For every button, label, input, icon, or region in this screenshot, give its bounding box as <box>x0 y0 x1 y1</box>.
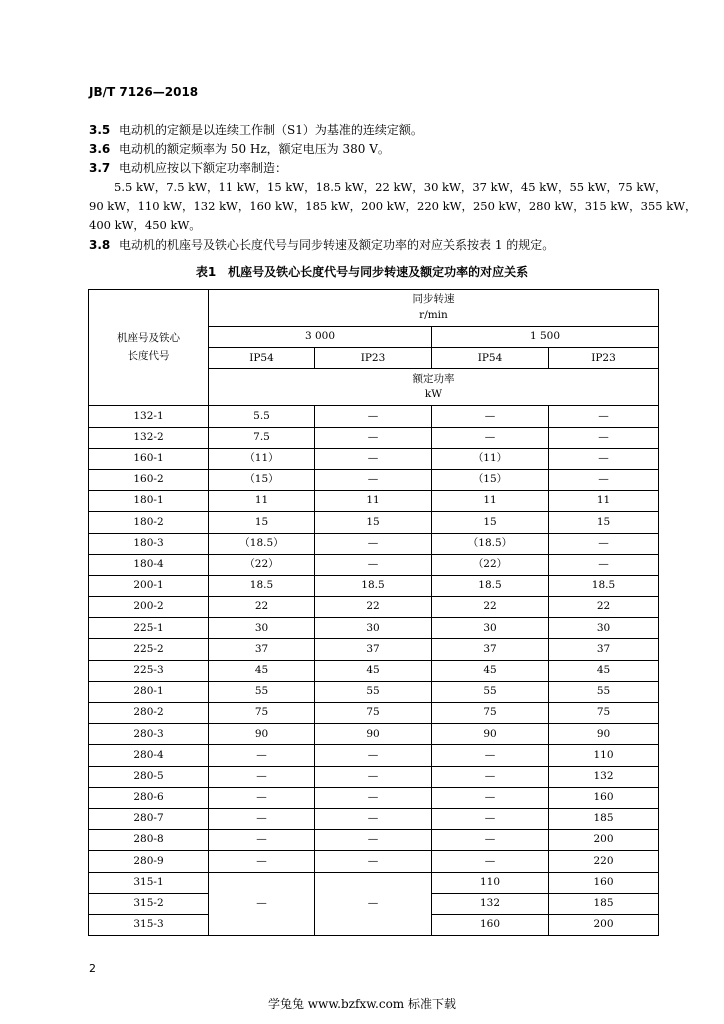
table-row <box>89 448 659 469</box>
header-line: 长度代号 <box>127 349 170 362</box>
power-cell: 45 <box>315 660 432 681</box>
power-cell: 55 <box>209 681 315 702</box>
power-cell: — <box>549 406 659 427</box>
clause-3-7 <box>89 159 287 176</box>
power-cell: 11 <box>315 491 432 512</box>
spec-table <box>88 289 659 936</box>
sync-speed-header <box>209 290 659 327</box>
power-cell: 5.5 <box>209 406 315 427</box>
power-cell: 15 <box>315 512 432 533</box>
frame-code-cell: 160-2 <box>89 469 209 490</box>
clause-text: 电动机的额定频率为 50 Hz，额定电压为 380 V。 <box>119 142 390 156</box>
speed-1500: 1 500 <box>432 327 659 348</box>
power-cell: 160 <box>432 914 549 935</box>
frame-code-cell: 200-1 <box>89 575 209 596</box>
power-cell: — <box>315 851 432 872</box>
power-cell: — <box>432 808 549 829</box>
frame-code-cell: 280-3 <box>89 724 209 745</box>
power-cell: 7.5 <box>209 427 315 448</box>
frame-code-cell: 315-2 <box>89 893 209 914</box>
power-cell: 15 <box>209 512 315 533</box>
frame-code-cell: 132-1 <box>89 406 209 427</box>
power-cell: 11 <box>549 491 659 512</box>
power-cell: — <box>432 766 549 787</box>
power-cell: — <box>209 808 315 829</box>
power-cell: — <box>209 830 315 851</box>
power-cell: — <box>432 830 549 851</box>
table-row <box>89 533 659 554</box>
frame-code-cell: 315-1 <box>89 872 209 893</box>
frame-code-cell: 160-1 <box>89 448 209 469</box>
frame-code-cell: 280-1 <box>89 681 209 702</box>
power-list-line-3: 400 kW，450 kW。 <box>89 218 201 232</box>
power-cell: 11 <box>209 491 315 512</box>
table-row <box>89 575 659 596</box>
power-cell: 185 <box>549 893 659 914</box>
clause-number: 3.8 <box>89 238 111 252</box>
frame-code-cell: 280-9 <box>89 851 209 872</box>
power-cell: 18.5 <box>549 575 659 596</box>
power-cell: （22） <box>432 554 549 575</box>
power-cell: 37 <box>315 639 432 660</box>
frame-code-cell: 225-3 <box>89 660 209 681</box>
power-cell: — <box>315 533 432 554</box>
power-cell: — <box>315 787 432 808</box>
table-row <box>89 427 659 448</box>
power-cell: （15） <box>209 469 315 490</box>
power-cell: 55 <box>315 681 432 702</box>
frame-code-cell: 225-1 <box>89 618 209 639</box>
header-line: 同步转速 <box>412 293 455 306</box>
clause-3-6 <box>89 140 390 157</box>
header-line: 额定功率 <box>412 372 455 385</box>
power-cell: 22 <box>432 597 549 618</box>
power-cell: — <box>549 427 659 448</box>
table-row <box>89 851 659 872</box>
power-cell: — <box>209 787 315 808</box>
power-cell: 11 <box>432 491 549 512</box>
header-unit: kW <box>424 388 443 401</box>
power-cell: 185 <box>549 808 659 829</box>
frame-code-cell: 280-7 <box>89 808 209 829</box>
power-cell: — <box>315 808 432 829</box>
protection-ip54: IP54 <box>209 348 315 369</box>
power-cell: 55 <box>549 681 659 702</box>
table-row <box>89 491 659 512</box>
power-cell: 30 <box>209 618 315 639</box>
table-row <box>89 597 659 618</box>
table-row <box>89 681 659 702</box>
table-row <box>89 469 659 490</box>
table-row <box>89 766 659 787</box>
power-cell: — <box>549 448 659 469</box>
frame-code-cell: 180-1 <box>89 491 209 512</box>
power-cell: 160 <box>549 872 659 893</box>
power-cell: — <box>549 533 659 554</box>
frame-code-cell: 180-2 <box>89 512 209 533</box>
clause-number: 3.6 <box>89 142 111 156</box>
power-cell: 75 <box>315 703 432 724</box>
power-cell: 30 <box>315 618 432 639</box>
power-cell-merged: — <box>315 872 432 936</box>
table-row <box>89 724 659 745</box>
protection-ip23: IP23 <box>315 348 432 369</box>
document-code: JB/T 7126—2018 <box>89 85 199 99</box>
frame-code-cell: 315-3 <box>89 914 209 935</box>
frame-code-cell: 180-4 <box>89 554 209 575</box>
power-cell: — <box>315 766 432 787</box>
power-cell: （22） <box>209 554 315 575</box>
clause-number: 3.7 <box>89 161 111 175</box>
power-cell: — <box>549 469 659 490</box>
power-cell: 45 <box>432 660 549 681</box>
power-cell: （18.5） <box>432 533 549 554</box>
table-title: 表1 机座号及铁心长度代号与同步转速及额定功率的对应关系 <box>195 265 529 279</box>
power-cell: 45 <box>549 660 659 681</box>
power-cell: 132 <box>432 893 549 914</box>
power-cell: 18.5 <box>209 575 315 596</box>
protection-ip23: IP23 <box>549 348 659 369</box>
power-cell: 37 <box>209 639 315 660</box>
power-cell: 75 <box>209 703 315 724</box>
table-row <box>89 830 659 851</box>
power-cell: 55 <box>432 681 549 702</box>
power-cell: 90 <box>432 724 549 745</box>
frame-code-header <box>89 290 209 406</box>
power-cell: 160 <box>549 787 659 808</box>
power-cell: （15） <box>432 469 549 490</box>
clause-text: 电动机的机座号及铁心长度代号与同步转速及额定功率的对应关系按表 1 的规定。 <box>119 238 555 252</box>
power-cell: 110 <box>432 872 549 893</box>
power-cell: 22 <box>549 597 659 618</box>
frame-code-cell: 280-6 <box>89 787 209 808</box>
table-row <box>89 872 659 893</box>
table-row <box>89 554 659 575</box>
power-cell: — <box>315 745 432 766</box>
speed-3000: 3 000 <box>209 327 432 348</box>
power-cell: （11） <box>432 448 549 469</box>
power-cell: 30 <box>432 618 549 639</box>
table-row <box>89 618 659 639</box>
power-cell: 18.5 <box>315 575 432 596</box>
power-cell: 22 <box>209 597 315 618</box>
power-cell: — <box>315 406 432 427</box>
power-cell: — <box>209 766 315 787</box>
frame-code-cell: 180-3 <box>89 533 209 554</box>
power-cell: — <box>315 469 432 490</box>
power-cell: 15 <box>432 512 549 533</box>
frame-code-cell: 280-2 <box>89 703 209 724</box>
power-cell: — <box>315 448 432 469</box>
power-cell: 90 <box>209 724 315 745</box>
table-row <box>89 639 659 660</box>
power-cell: — <box>315 830 432 851</box>
clause-number: 3.5 <box>89 123 111 137</box>
table-row <box>89 660 659 681</box>
power-cell: （18.5） <box>209 533 315 554</box>
header-line: 机座号及铁心 <box>117 332 180 345</box>
power-cell: — <box>432 851 549 872</box>
power-cell: — <box>315 427 432 448</box>
power-cell: 90 <box>549 724 659 745</box>
power-cell: — <box>432 745 549 766</box>
frame-code-cell: 200-2 <box>89 597 209 618</box>
power-cell: 45 <box>209 660 315 681</box>
power-cell: 37 <box>432 639 549 660</box>
power-cell: — <box>315 554 432 575</box>
frame-code-cell: 280-5 <box>89 766 209 787</box>
page-number: 2 <box>89 962 96 975</box>
power-cell: — <box>549 554 659 575</box>
frame-code-cell: 280-4 <box>89 745 209 766</box>
table-row <box>89 406 659 427</box>
clause-3-5 <box>89 121 423 138</box>
power-cell: 200 <box>549 914 659 935</box>
watermark-text: 学兔兔 www.bzfxw.com 标准下载 <box>267 997 457 1011</box>
power-list-line-1: 5.5 kW，7.5 kW，11 kW，15 kW，18.5 kW，22 kW，30 kW，37 kW，45 kW，55 kW，75 kW， <box>114 180 667 194</box>
power-cell: 220 <box>549 851 659 872</box>
frame-code-cell: 225-2 <box>89 639 209 660</box>
table-row <box>89 703 659 724</box>
power-cell: 132 <box>549 766 659 787</box>
power-cell: 75 <box>432 703 549 724</box>
power-cell: — <box>432 427 549 448</box>
power-cell: （11） <box>209 448 315 469</box>
power-cell: 37 <box>549 639 659 660</box>
power-cell: 200 <box>549 830 659 851</box>
header-unit: r/min <box>419 309 448 321</box>
power-cell: 22 <box>315 597 432 618</box>
table-row <box>89 787 659 808</box>
clause-text: 电动机应按以下额定功率制造： <box>119 161 288 175</box>
clause-3-8 <box>89 236 554 253</box>
power-cell: — <box>209 745 315 766</box>
power-cell: 110 <box>549 745 659 766</box>
power-cell: — <box>432 787 549 808</box>
protection-ip54: IP54 <box>432 348 549 369</box>
power-list-line-2: 90 kW，110 kW，132 kW，160 kW，185 kW，200 kW，220 kW，250 kW，280 kW，315 kW，355 kW， <box>89 199 697 213</box>
frame-code-cell: 132-2 <box>89 427 209 448</box>
power-cell: 18.5 <box>432 575 549 596</box>
table-row <box>89 745 659 766</box>
power-cell: 30 <box>549 618 659 639</box>
table-row <box>89 808 659 829</box>
table-row <box>89 512 659 533</box>
power-cell: 90 <box>315 724 432 745</box>
clause-text: 电动机的定额是以连续工作制（S1）为基准的连续定额。 <box>119 123 423 137</box>
power-cell: — <box>209 851 315 872</box>
power-cell: — <box>432 406 549 427</box>
power-cell: 15 <box>549 512 659 533</box>
rated-power-header <box>209 369 659 406</box>
power-cell-merged: — <box>209 872 315 936</box>
frame-code-cell: 280-8 <box>89 830 209 851</box>
power-cell: 75 <box>549 703 659 724</box>
